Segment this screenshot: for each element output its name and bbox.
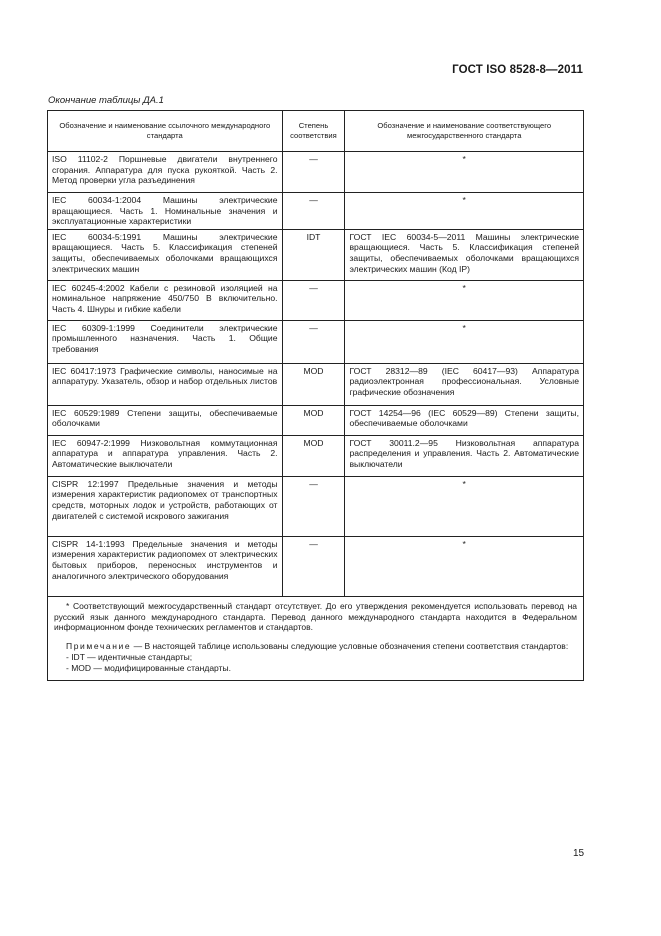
note-paragraph [54, 641, 577, 652]
cell-international-standard: IEC 60034-5:1991 Машины электрические вращающиеся. Часть 5. Классификация степеней защиты, обеспечиваемых оболочками вращающихся электрических машин [48, 229, 283, 280]
cell-national-standard: * [345, 152, 584, 193]
cell-national-standard: * [345, 280, 584, 320]
table-row [48, 405, 584, 435]
table-row [48, 363, 584, 405]
table-row [48, 280, 584, 320]
cell-degree: — [282, 536, 345, 596]
column-header-national: Обозначение и наименование соответствующего межгосударственного стандарта [345, 111, 584, 152]
note-label: Примечание [66, 641, 132, 652]
footnote-text: * Соответствующий межгосударственный стандарт отсутствует. До его утверждения рекомендуется использовать перевод на русский язык данного международного стандарта. Перевод данного международного стандарта находится в Федеральном информационном фонде технических регламентов и стандартов. [54, 600, 577, 633]
document-header: ГОСТ ISO 8528-8—2011 [452, 64, 583, 76]
table-row [48, 435, 584, 476]
cell-international-standard: IEC 60947-2:1999 Низковольтная коммутационная аппаратура и аппаратура управления. Часть 2. Автоматические выключатели [48, 435, 283, 476]
column-header-degree: Степень соответствия [282, 111, 345, 152]
cell-degree: — [282, 193, 345, 230]
cell-international-standard: IEC 60245-4:2002 Кабели с резиновой изоляцией на номинальное напряжение 450/750 В включительно. Часть 4. Шнуры и гибкие кабели [48, 280, 283, 320]
cell-degree: — [282, 152, 345, 193]
table-row [48, 536, 584, 596]
table-header-row [48, 111, 584, 152]
table-row [48, 193, 584, 230]
table-row [48, 229, 584, 280]
cell-degree: — [282, 320, 345, 363]
cell-international-standard: ISO 11102-2 Поршневые двигатели внутреннего сгорания. Аппаратура для пуска рукояткой. Часть 2. Метод проверки угла разъединения [48, 152, 283, 193]
column-header-international: Обозначение и наименование ссылочного международного стандарта [48, 111, 283, 152]
cell-international-standard: IEC 60034-1:2004 Машины электрические вращающиеся. Часть 1. Номинальные значения и эксплуатационные характеристики [48, 193, 283, 230]
cell-international-standard: IEC 60417:1973 Графические символы, наносимые на аппаратуру. Указатель, обзор и набор отдельных листов [48, 363, 283, 405]
cell-national-standard: ГОСТ IEC 60034-5—2011 Машины электрические вращающиеся. Часть 5. Классификация степеней защиты, обеспечиваемых оболочками вращающихся электрических машин (Код IP) [345, 229, 584, 280]
cell-national-standard: * [345, 320, 584, 363]
cell-international-standard: CISPR 12:1997 Предельные значения и методы измерения характеристик радиопомех от транспортных средств, моторных лодок и устройств, работающих от двигателей с системой искрового зажигания [48, 476, 283, 536]
table-notes-cell [48, 596, 584, 680]
cell-national-standard: * [345, 476, 584, 536]
cell-national-standard: ГОСТ 30011.2—95 Низковольтная аппаратура распределения и управления. Часть 2. Автоматические выключатели [345, 435, 584, 476]
note-item: - IDT — идентичные стандарты; [66, 651, 193, 662]
cell-degree: — [282, 280, 345, 320]
cell-degree: MOD [282, 435, 345, 476]
page-number: 15 [573, 848, 585, 859]
cell-international-standard: CISPR 14-1:1993 Предельные значения и методы измерения характеристик радиопомех от электрических бытовых приборов, переносных инструментов и аналогичного электрического оборудования [48, 536, 283, 596]
cell-degree: MOD [282, 405, 345, 435]
cell-degree: IDT [282, 229, 345, 280]
note-text: — В настоящей таблице использованы следующие условные обозначения степени соответствия стандартов: [133, 641, 569, 652]
cell-national-standard: * [345, 193, 584, 230]
table-caption: Окончание таблицы ДА.1 [48, 95, 164, 106]
table-row [48, 152, 584, 193]
cell-degree: MOD [282, 363, 345, 405]
table-row [48, 476, 584, 536]
cell-degree: — [282, 476, 345, 536]
correspondence-table [47, 110, 584, 681]
cell-international-standard: IEC 60309-1:1999 Соединители электрические промышленного назначения. Часть 1. Общие требования [48, 320, 283, 363]
table-notes-row [48, 596, 584, 680]
cell-international-standard: IEC 60529:1989 Степени защиты, обеспечиваемые оболочками [48, 405, 283, 435]
table-row [48, 320, 584, 363]
note-item: - MOD — модифицированные стандарты. [66, 662, 231, 673]
cell-national-standard: ГОСТ 28312—89 (IEC 60417—93) Аппаратура радиоэлектронная профессиональная. Условные графические обозначения [345, 363, 584, 405]
cell-national-standard: ГОСТ 14254—96 (IEC 60529—89) Степени защиты, обеспечиваемые оболочками [345, 405, 584, 435]
cell-national-standard: * [345, 536, 584, 596]
